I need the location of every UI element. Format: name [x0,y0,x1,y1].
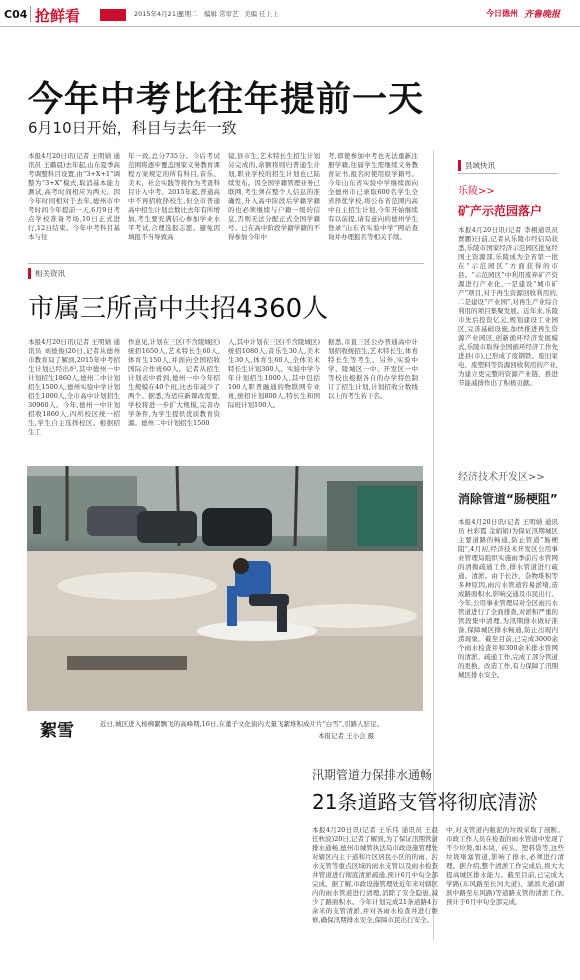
news-photo [27,466,423,711]
lead-headline: 今年中考比往年提前一天 [28,80,425,120]
photo-caption-text: 近日,城区进入杨柳絮飘飞的高峰期,16日,在董子文化街内大量飞絮堆积成片片“白雪”,引路人驻足。 [100,720,384,728]
lead-column-3: 镜,县市生,艺术特长生招生计划另完成的,余额将则归普通生计划,职业学校的招生计划也已陆续发布。因全国学籍管理业务已联网,考生须在整个人信息的准确性,升入高中阶段后学籍学籍的也必须继续与户籍一级的信息,否则无法分配正式全国学籍号。已在高中阶段学籍学籍的不得参加今年中 [228,152,320,241]
designer-credit: 美编 任上上 [244,10,279,18]
brand-right: 齐鲁晚报 [524,10,561,20]
side-item2-headline: 消除管道“肠梗阻” [458,492,558,506]
header-red-bar [100,9,126,21]
issue-date: 2015年4月21日 [134,10,183,18]
bottom-column-1: 本报4月20日讯(记者 王乐伟 通讯员 王晨 任秋波)20日,记者了解到,为了保证汛期管道排水通畅,德州市城管执法局市政设施管理处对辖区内主干道和片区居民小区的的雨、污水支管等重点区域的雨水支管以及雨水检查井管道进行彻底清淤疏通,预计6月中旬全部完成。据了解,市政设施管理处近年来对辖区内的雨水管道进行清理,消除了安全隐患,减少了路面积水。今年计划完成21条道路4万余米的支管清淤,并对各雨水检查井进行维修,确保汛期排水安全,保障市民出行安全。 [312,826,438,924]
secondary-label: 相关资讯 [28,268,65,279]
bottom-kicker: 汛期管道力保排水通畅 [312,768,433,782]
photo-caption-title: 絮雪 [40,721,74,741]
lead-column-1: 本报4月20日讯(记者 王明婧 通讯员 王璐晨)去年起,山东夏季高考调整科目设置,由“3+X+1”调整为“3+X”模式,取消基本能力测试,高考时间相应为两天。因今年时间相对于去年,德州市中考时间今年提前一天,6月9日考点学校准备考场,10日正式进行,12日结束。今年中考科目基本与往 [28,152,120,241]
brand-left: 今日德州 [486,9,518,18]
side-item1-body: 本报4月20日讯(记者 李栩通讯员 贾鹏)日前,记者从乐陵市经信局获悉,乐陵市国家经济示范园区批复经国土资源部,乐陵成为全省第一批在“示范园区”方面获得的市县。“示范园区”中利用废弃矿产资源进行产业化,一是建设“城市矿产”项目,对于再生资源回收利用的,二是建设“产业园”,对再生产业综合利用的项目集聚发展。近年来,乐陵市先后投资亿元,规划建设工业园区,完善基础设施,加快推进再生资源产业园区,创新循环经济发展模式,乐陵市取得全国循环经济工作先进县(市),已形成了废钢铁、废旧家电、废塑料等资源回收利用的产业,为建立更完整的资源产业链、推进节能减排作出了积极贡献。 [458,226,558,387]
lead-column-2: 年一致,总分735分。今后考试范围将逐步覆盖国家义务教育课程方案规定的所有科目,音乐、美术、社会实践等将作为考查科目计入中考。2015年起,普通高中不再招收择校生,但全市普通高中招生计划总数比去年有所增加,考生要充满信心参加学业水平考试,合理选报志愿。避免因填报不当导致高 [128,152,220,241]
lead-subhead: 6月10日开始，科目与去年一致 [28,119,237,137]
lead-divider [28,263,424,264]
photo-credit: 本报记者 王小会 摄 [318,732,375,740]
secondary-column-4: 据悉,市直三区公办普通高中计划招收统招生,艺术特长生,体育特长生等考生。另外,实验中学、陵城区一中、开发区一中等校也根据各自的办学特色制订了招生计划,计划招收分数线以上的考生若干名。 [328,338,418,400]
page-code: C04 [4,8,28,21]
bottom-headline: 21条道路支管将彻底清淤 [312,790,538,814]
section-title: 抢鲜看 [35,7,81,25]
street-scene-illustration [27,466,423,711]
bottom-column-2: 中,对支管道内瓶泥的垃圾采取了剖断。市政工作人员在检查的雨水管道中发现了不少垃圾,如木块、砖头、塑料袋等,这些垃圾堵塞管道,影响了排水,必须进行清理。据介绍,整个清淤工作完成后,将大大提高城区排水能力。截至目前,已完成大学路(东风路至长河大道)、湖滨大道(湖滨中路至东风路)等道路支管的清淤工作,预计于6月中旬全部完成。 [446,826,564,906]
secondary-column-3: 人,其中计划在三区(不含陵城区)统招1080人,音乐生30人,美术生30人,体育生60人,全体美术特长生计划300人。实验中学今年计划招生1000人,其中包括100人职普融通的物联网专业班,统招计划800人,特长生和国际班计划100人。 [228,338,320,409]
sidebar-label-rule [458,173,558,174]
header-bar [0,0,580,27]
editor-credit: 编辑 常审艺 [204,10,239,18]
secondary-headline: 市属三所高中共招4360人 [28,294,329,324]
sidebar-label: 县域快讯 [458,160,495,171]
side-item1-headline: 矿产示范园落户 [458,204,543,218]
side-item2-kicker: 经济技术开发区>> [458,472,545,483]
side-item1-kicker: 乐陵>> [458,186,495,197]
page-divider [30,6,31,22]
secondary-column-2: 作意见,计划在三区(不含陵城区)统招1650人,艺术特长生60人,体育生150人,并面向全国招收国际合作班60人。记者从招生计划表中看到,德州一中今年招生规模在40个班,比去年减少了两个。据悉,为适应新课改需要,学校将进一步扩大规模,完善办学条件,为学生提供优质教育资源。德州二中计划招生1500 [128,338,220,427]
side-item2-body: 本报4月20日讯(记者 王明婧 通讯员 杜彩霞 金娟娟)为保证汛期城区主要道路的畅通,防止管道“肠梗阻”,4月初,经济技术开发区公用事业管理局组织实施雨季前污水管网的清掏疏通工作,排水管道进行疏通、清淤。由于长沙、杂物堆积等多种原因,雨污水管道容易淤堵,造成路面积水,影响交通及市民出行。今年,公用事业管理局对全区雨污水管道进行了全面排查,对淤积严重的管段集中清理,为汛期排水做好准备,保障城区排水畅通,防止出现内涝现象。截至目前,已完成3000余个雨水检查井和300余米排水管网的清淤、疏通工作,完成了部分管道的更换、改造工作,有力保障了汛期城区排水安全。 [458,518,558,679]
sidebar-divider [433,150,434,940]
secondary-column-1: 本报4月20日讯(记者 王明婧 通讯员 刘德俊)20日,记者从德州市教育局了解到,2015年中考招生计划已经出炉,其中德州一中计划招生1860人,德州二中计划招生1500人,德州实验中学计划招生1000人,全市高中计划招生30960人。今年,德州一中计划招收1860人,四所校区统一招生,学生自主选择校区。根据招生工 [28,338,120,436]
issue-weekday: 星期二 [178,10,198,18]
lead-column-4: 考,即使参加中考也无法重新注册学籍,往届学生需继续义务教育证书,报名时使用原学籍号。今年山东省实验中学继续面向全德州市已录取600名学生全省择优学校,将公布省范围内高中自主招生计划,今年开始继续有以前提,请有意向的德州学生登录“山东省实验中学”网站查询并办理报名等相关手续。 [328,152,418,241]
